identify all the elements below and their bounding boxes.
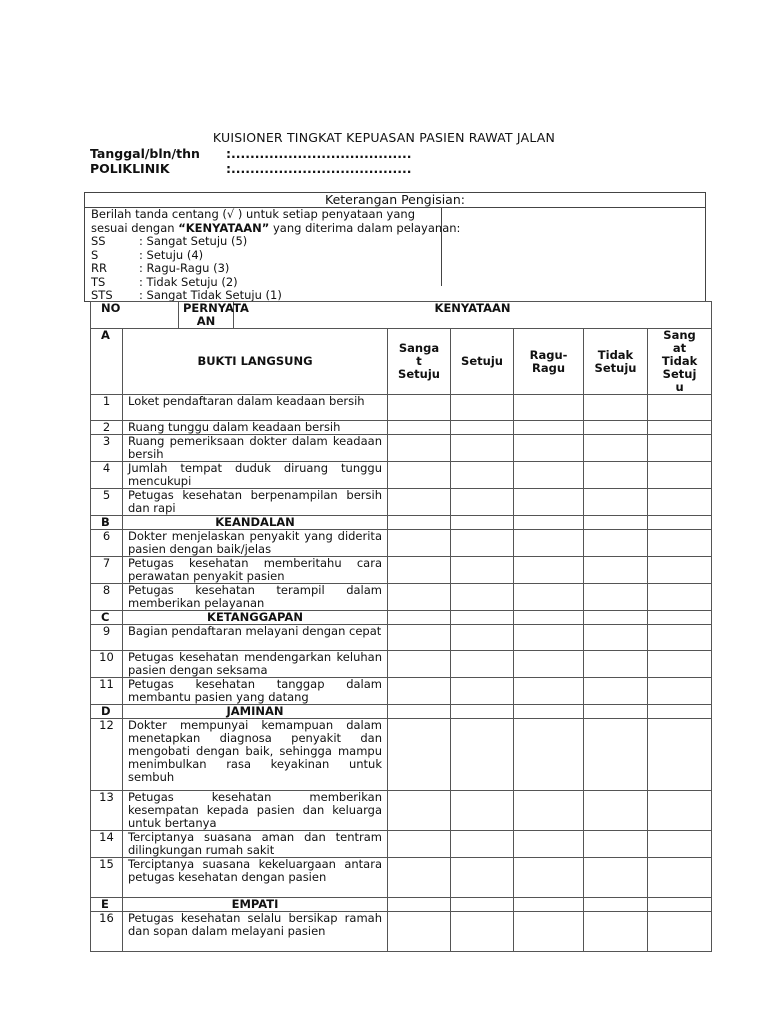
answer-cell[interactable]	[514, 611, 584, 625]
answer-cell[interactable]	[451, 678, 514, 705]
answer-cell[interactable]	[648, 705, 712, 719]
answer-cell[interactable]	[584, 678, 648, 705]
clinic-field-row	[90, 161, 411, 176]
scale-desc: : Sangat Tidak Setuju (1)	[139, 288, 282, 302]
answer-cell[interactable]	[648, 719, 712, 791]
answer-cell[interactable]	[648, 530, 712, 557]
answer-cell[interactable]	[388, 516, 451, 530]
answer-cell[interactable]	[451, 584, 514, 611]
answer-cell[interactable]	[388, 791, 451, 831]
answer-cell[interactable]	[648, 557, 712, 584]
item-number: 10	[91, 651, 123, 678]
date-field[interactable]: :......................................	[226, 146, 412, 161]
answer-cell[interactable]	[514, 625, 584, 651]
answer-cell[interactable]	[388, 462, 451, 489]
answer-cell[interactable]	[514, 435, 584, 462]
answer-cell[interactable]	[514, 831, 584, 858]
clinic-field[interactable]: :......................................	[226, 161, 412, 176]
answer-cell[interactable]	[584, 611, 648, 625]
table-row	[91, 719, 712, 791]
answer-cell[interactable]	[514, 489, 584, 516]
instruction-line-2	[91, 222, 701, 236]
answer-cell[interactable]	[451, 651, 514, 678]
table-row	[91, 557, 712, 584]
instruction-line-2-pre: sesuai dengan	[91, 220, 179, 235]
answer-cell[interactable]	[584, 584, 648, 611]
scale-item	[91, 276, 701, 290]
section-code: C	[91, 611, 123, 625]
header-no: NO	[91, 302, 179, 329]
answer-cell[interactable]	[648, 516, 712, 530]
instructions-title: Keterangan Pengisian:	[85, 193, 705, 208]
answer-cell[interactable]	[584, 898, 648, 912]
answer-cell[interactable]	[388, 831, 451, 858]
answer-cell[interactable]	[451, 858, 514, 898]
answer-cell[interactable]	[584, 516, 648, 530]
answer-cell[interactable]	[388, 858, 451, 898]
answer-cell[interactable]	[648, 462, 712, 489]
scale-desc: : Sangat Setuju (5)	[139, 234, 248, 248]
item-statement: Petugas kesehatan memberitahu cara perawatan penyakit pasien	[123, 557, 388, 584]
item-statement: Terciptanya suasana kekeluargaan antara petugas kesehatan dengan pasien	[123, 858, 388, 898]
instruction-line-2-post: yang diterima dalam pelayanan:	[269, 220, 461, 235]
item-statement: Bagian pendaftaran melayani dengan cepat	[123, 625, 388, 651]
table-row	[91, 858, 712, 898]
section-row	[91, 611, 712, 625]
answer-cell[interactable]	[648, 651, 712, 678]
item-number: 8	[91, 584, 123, 611]
answer-cell[interactable]	[388, 625, 451, 651]
answer-cell[interactable]	[388, 489, 451, 516]
section-title: EMPATI	[123, 898, 388, 912]
section-title: KETANGGAPAN	[123, 611, 388, 625]
answer-cell[interactable]	[451, 421, 514, 435]
item-statement: Petugas kesehatan memberikan kesempatan kepada pasien dan keluarga untuk bertanya	[123, 791, 388, 831]
option-ragu-ragu: Ragu- Ragu	[514, 329, 584, 395]
answer-cell[interactable]	[388, 435, 451, 462]
answer-cell[interactable]	[514, 912, 584, 952]
scale-item	[91, 235, 701, 249]
item-number: 5	[91, 489, 123, 516]
answer-cell[interactable]	[584, 625, 648, 651]
answer-cell[interactable]	[451, 898, 514, 912]
option-setuju: Setuju	[451, 329, 514, 395]
table-row	[91, 421, 712, 435]
instructions-body	[91, 208, 701, 303]
answer-cell[interactable]	[514, 462, 584, 489]
item-statement: Petugas kesehatan terampil dalam memberikan pelayanan	[123, 584, 388, 611]
answer-cell[interactable]	[451, 516, 514, 530]
answer-cell[interactable]	[388, 395, 451, 421]
answer-cell[interactable]	[451, 625, 514, 651]
answer-cell[interactable]	[514, 898, 584, 912]
item-number: 1	[91, 395, 123, 421]
answer-cell[interactable]	[584, 395, 648, 421]
item-statement: Dokter menjelaskan penyakit yang diderita pasien dengan baik/jelas	[123, 530, 388, 557]
answer-cell[interactable]	[584, 421, 648, 435]
item-statement: Ruang tunggu dalam keadaan bersih	[123, 421, 388, 435]
date-field-row	[90, 146, 411, 161]
scale-legend	[91, 235, 701, 303]
answer-cell[interactable]	[451, 719, 514, 791]
answer-cell[interactable]	[648, 611, 712, 625]
answer-cell[interactable]	[648, 584, 712, 611]
item-statement: Petugas kesehatan selalu bersikap ramah dan sopan dalam melayani pasien	[123, 912, 388, 952]
scale-abbr: STS	[91, 288, 113, 302]
item-number: 16	[91, 912, 123, 952]
table-row	[91, 912, 712, 952]
item-number: 12	[91, 719, 123, 791]
section-code: A	[91, 329, 123, 395]
answer-cell[interactable]	[514, 678, 584, 705]
answer-cell[interactable]	[584, 530, 648, 557]
answer-cell[interactable]	[584, 719, 648, 791]
scale-abbr: TS	[91, 274, 106, 289]
section-code: E	[91, 898, 123, 912]
answer-cell[interactable]	[514, 719, 584, 791]
option-tidak-setuju: Tidak Setuju	[584, 329, 648, 395]
section-title: BUKTI LANGSUNG	[123, 329, 388, 395]
header-statement: PERNYATA AN	[179, 302, 234, 329]
item-statement: Petugas kesehatan mendengarkan keluhan pasien dengan seksama	[123, 651, 388, 678]
answer-cell[interactable]	[514, 516, 584, 530]
item-number: 6	[91, 530, 123, 557]
answer-cell[interactable]	[388, 719, 451, 791]
answer-cell[interactable]	[451, 791, 514, 831]
answer-cell[interactable]	[514, 584, 584, 611]
scale-desc: : Tidak Setuju (2)	[139, 274, 238, 289]
scale-item	[91, 262, 701, 276]
answer-cell[interactable]	[514, 651, 584, 678]
answer-cell[interactable]	[648, 435, 712, 462]
item-number: 4	[91, 462, 123, 489]
scale-desc: : Setuju (4)	[139, 247, 204, 262]
item-number: 7	[91, 557, 123, 584]
table-row	[91, 584, 712, 611]
table-row	[91, 435, 712, 462]
answer-cell[interactable]	[584, 705, 648, 719]
section-row	[91, 329, 712, 395]
option-sangat-setuju: Sanga t Setuju	[388, 329, 451, 395]
table-row	[91, 530, 712, 557]
answer-cell[interactable]	[451, 611, 514, 625]
answer-cell[interactable]	[584, 557, 648, 584]
table-row	[91, 462, 712, 489]
answer-cell[interactable]	[648, 831, 712, 858]
item-statement: Terciptanya suasana aman dan tentram dilingkungan rumah sakit	[123, 831, 388, 858]
answer-cell[interactable]	[648, 678, 712, 705]
item-number: 11	[91, 678, 123, 705]
answer-cell[interactable]	[388, 530, 451, 557]
answer-cell[interactable]	[514, 421, 584, 435]
section-code: B	[91, 516, 123, 530]
section-code: D	[91, 705, 123, 719]
answer-cell[interactable]	[451, 435, 514, 462]
answer-cell[interactable]	[388, 898, 451, 912]
answer-cell[interactable]	[388, 584, 451, 611]
answer-cell[interactable]	[451, 831, 514, 858]
instructions-box	[84, 192, 706, 302]
answer-cell[interactable]	[648, 912, 712, 952]
answer-cell[interactable]	[648, 898, 712, 912]
answer-cell[interactable]	[648, 625, 712, 651]
table-row	[91, 651, 712, 678]
item-statement: Petugas kesehatan berpenampilan bersih dan rapi	[123, 489, 388, 516]
questionnaire-table	[90, 301, 712, 952]
answer-cell[interactable]	[584, 831, 648, 858]
answer-cell[interactable]	[584, 912, 648, 952]
answer-cell[interactable]	[584, 651, 648, 678]
table-row	[91, 791, 712, 831]
item-number: 14	[91, 831, 123, 858]
answer-cell[interactable]	[514, 530, 584, 557]
answer-cell[interactable]	[451, 395, 514, 421]
scale-desc: : Ragu-Ragu (3)	[139, 261, 230, 275]
clinic-label: POLIKLINIK	[90, 161, 170, 176]
answer-cell[interactable]	[451, 912, 514, 952]
answer-cell[interactable]	[388, 611, 451, 625]
answer-cell[interactable]	[388, 705, 451, 719]
answer-cell[interactable]	[514, 705, 584, 719]
item-number: 9	[91, 625, 123, 651]
table-row	[91, 831, 712, 858]
scale-item	[91, 249, 701, 263]
answer-cell[interactable]	[584, 791, 648, 831]
instruction-line-1: Berilah tanda centang (√ ) untuk setiap penyataan yang	[91, 207, 415, 221]
answer-cell[interactable]	[584, 435, 648, 462]
item-number: 3	[91, 435, 123, 462]
table-row	[91, 489, 712, 516]
item-statement: Petugas kesehatan tanggap dalam membantu pasien yang datang	[123, 678, 388, 705]
answer-cell[interactable]	[388, 651, 451, 678]
item-statement: Loket pendaftaran dalam keadaan bersih	[123, 395, 388, 421]
answer-cell[interactable]	[648, 421, 712, 435]
answer-cell[interactable]	[514, 395, 584, 421]
answer-cell[interactable]	[388, 912, 451, 952]
answer-cell[interactable]	[388, 421, 451, 435]
section-row	[91, 898, 712, 912]
option-sangat-tidak-setuju: Sang at Tidak Setuj u	[648, 329, 712, 395]
answer-cell[interactable]	[584, 489, 648, 516]
item-statement: Dokter mempunyai kemampuan dalam menetapkan diagnosa penyakit dan mengobati dengan baik, sehingga mampu menimbulkan rasa keyakinan untuk sembuh	[123, 719, 388, 791]
section-row	[91, 516, 712, 530]
item-number: 13	[91, 791, 123, 831]
section-title: KEANDALAN	[123, 516, 388, 530]
section-title: JAMINAN	[123, 705, 388, 719]
document-title: KUISIONER TINGKAT KEPUASAN PASIEN RAWAT JALAN	[212, 130, 556, 145]
answer-cell[interactable]	[648, 791, 712, 831]
table-row	[91, 678, 712, 705]
answer-cell[interactable]	[451, 462, 514, 489]
instruction-keyword: “KENYATAAN”	[178, 220, 270, 235]
answer-cell[interactable]	[584, 858, 648, 898]
header-kenyataan: KENYATAAN	[234, 302, 712, 329]
table-row	[91, 395, 712, 421]
answer-cell[interactable]	[648, 858, 712, 898]
answer-cell[interactable]	[451, 557, 514, 584]
item-number: 2	[91, 421, 123, 435]
item-number: 15	[91, 858, 123, 898]
item-statement: Jumlah tempat duduk diruang tunggu mencukupi	[123, 462, 388, 489]
answer-cell[interactable]	[451, 489, 514, 516]
answer-cell[interactable]	[648, 489, 712, 516]
answer-cell[interactable]	[388, 557, 451, 584]
answer-cell[interactable]	[388, 678, 451, 705]
answer-cell[interactable]	[584, 462, 648, 489]
scale-abbr: S	[91, 247, 99, 262]
answer-cell[interactable]	[451, 530, 514, 557]
answer-cell[interactable]	[451, 705, 514, 719]
section-row	[91, 705, 712, 719]
scale-abbr: SS	[91, 234, 106, 248]
answer-cell[interactable]	[514, 557, 584, 584]
answer-cell[interactable]	[514, 858, 584, 898]
date-label: Tanggal/bln/thn	[90, 146, 200, 161]
answer-cell[interactable]	[514, 791, 584, 831]
table-row	[91, 625, 712, 651]
scale-abbr: RR	[91, 261, 107, 275]
table-header-row	[91, 302, 712, 329]
item-statement: Ruang pemeriksaan dokter dalam keadaan bersih	[123, 435, 388, 462]
answer-cell[interactable]	[648, 395, 712, 421]
